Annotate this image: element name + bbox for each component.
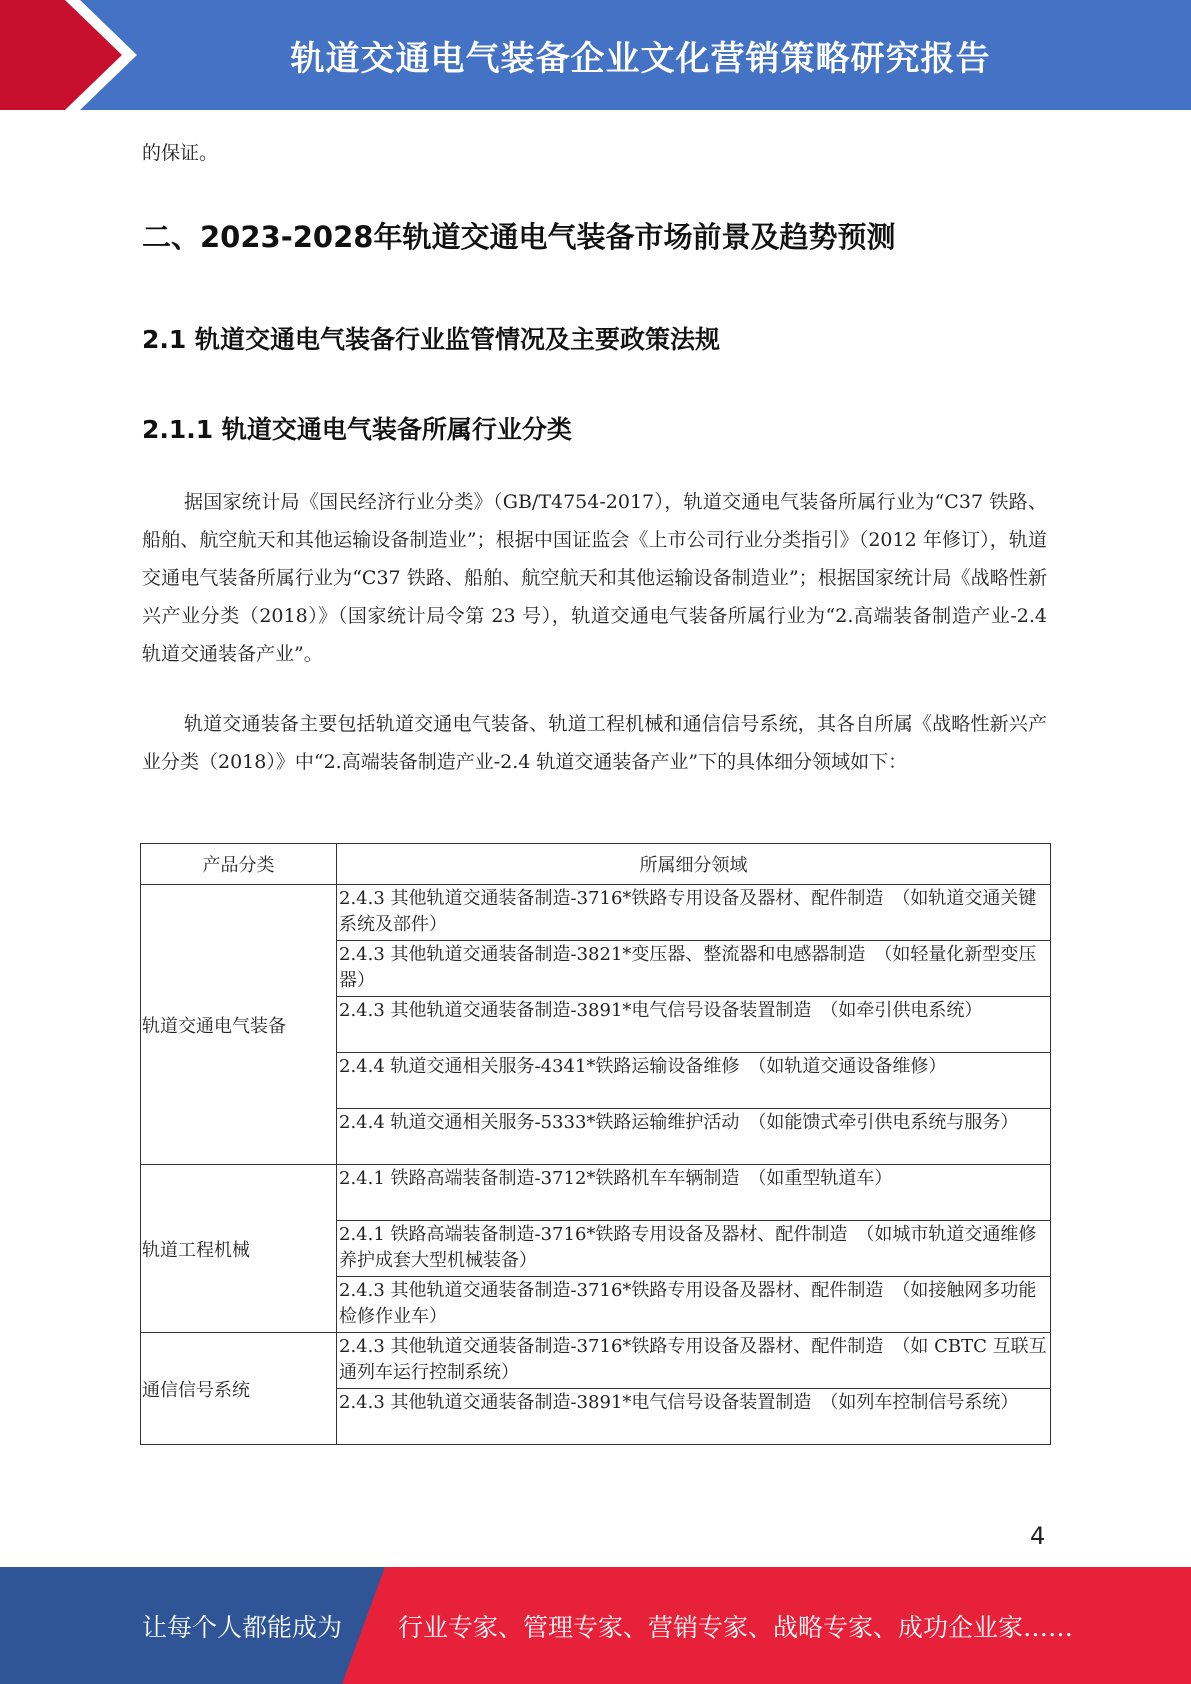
- header-banner: [0, 0, 1191, 110]
- section-heading-2: 2.1 轨道交通电气装备行业监管情况及主要政策法规: [142, 325, 720, 354]
- field-cell: 2.4.1 铁路高端装备制造-3712*铁路机车车辆制造 （如重型轨道车）: [337, 1165, 1051, 1221]
- footer-slogan-right: 行业专家、管理专家、营销专家、战略专家、成功企业家……: [398, 1612, 1074, 1642]
- table-row: [141, 885, 1051, 941]
- continuation-text: 的保证。: [142, 142, 219, 164]
- category-cell: 轨道工程机械: [141, 1165, 337, 1333]
- field-cell: 2.4.4 轨道交通相关服务-4341*铁路运输设备维修 （如轨道交通设备维修）: [337, 1053, 1051, 1109]
- header-arrow-decoration: [0, 0, 150, 110]
- classification-table: [140, 843, 1051, 1445]
- table-row: [141, 1165, 1051, 1221]
- field-cell: 2.4.3 其他轨道交通装备制造-3891*电气信号设备装置制造 （如牵引供电系统）: [337, 997, 1051, 1053]
- field-cell: 2.4.4 轨道交通相关服务-5333*铁路运输维护活动 （如能馈式牵引供电系统与服务）: [337, 1109, 1051, 1165]
- field-cell: 2.4.3 其他轨道交通装备制造-3716*铁路专用设备及器材、配件制造 （如 CBTC 互联互通列车运行控制系统）: [337, 1333, 1051, 1389]
- header-product-category: 产品分类: [141, 844, 337, 885]
- field-cell: 2.4.1 铁路高端装备制造-3716*铁路专用设备及器材、配件制造 （如城市轨道交通维修养护成套大型机械装备）: [337, 1221, 1051, 1277]
- section-heading-1: 二、2023-2028年轨道交通电气装备市场前景及趋势预测: [142, 220, 896, 254]
- paragraph-equipment-scope: 轨道交通装备主要包括轨道交通电气装备、轨道工程机械和通信信号系统，其各自所属《战略性新兴产业分类（2018）》中“2.高端装备制造产业-2.4 轨道交通装备产业”下的具体细分领域如下：: [142, 713, 1047, 773]
- page-number: 4: [1030, 1522, 1046, 1550]
- category-cell: 通信信号系统: [141, 1333, 337, 1445]
- header-subdomain: 所属细分领域: [337, 844, 1051, 885]
- table-row: [141, 1333, 1051, 1389]
- table-header-row: [141, 844, 1051, 885]
- footer-slogan-left: 让每个人都能成为: [142, 1612, 343, 1642]
- category-cell: 轨道交通电气装备: [141, 885, 337, 1165]
- field-cell: 2.4.3 其他轨道交通装备制造-3821*变压器、整流器和电感器制造 （如轻量化新型变压器）: [337, 941, 1051, 997]
- section-heading-3: 2.1.1 轨道交通电气装备所属行业分类: [142, 415, 572, 444]
- field-cell: 2.4.3 其他轨道交通装备制造-3891*电气信号设备装置制造 （如列车控制信号系统）: [337, 1389, 1051, 1445]
- field-cell: 2.4.3 其他轨道交通装备制造-3716*铁路专用设备及器材、配件制造 （如轨道交通关键系统及部件）: [337, 885, 1051, 941]
- footer-banner: [0, 1567, 1191, 1684]
- paragraph-industry-classification: 据国家统计局《国民经济行业分类》（GB/T4754-2017），轨道交通电气装备所属行业为“C37 铁路、船舶、航空航天和其他运输设备制造业”；根据中国证监会《上市公司行业分类指引》（2012 年修订），轨道交通电气装备所属行业为“C37 铁路、船舶、航空航天和其他运输设备制造业”；根据国家统计局《战略性新兴产业分类（2018）》（国家统计局令第 23 号），轨道交通电气装备所属行业为“2.高端装备制造产业-2.4 轨道交通装备产业”。: [142, 491, 1047, 665]
- field-cell: 2.4.3 其他轨道交通装备制造-3716*铁路专用设备及器材、配件制造 （如接触网多功能检修作业车）: [337, 1277, 1051, 1333]
- report-title: 轨道交通电气装备企业文化营销策略研究报告: [290, 38, 991, 79]
